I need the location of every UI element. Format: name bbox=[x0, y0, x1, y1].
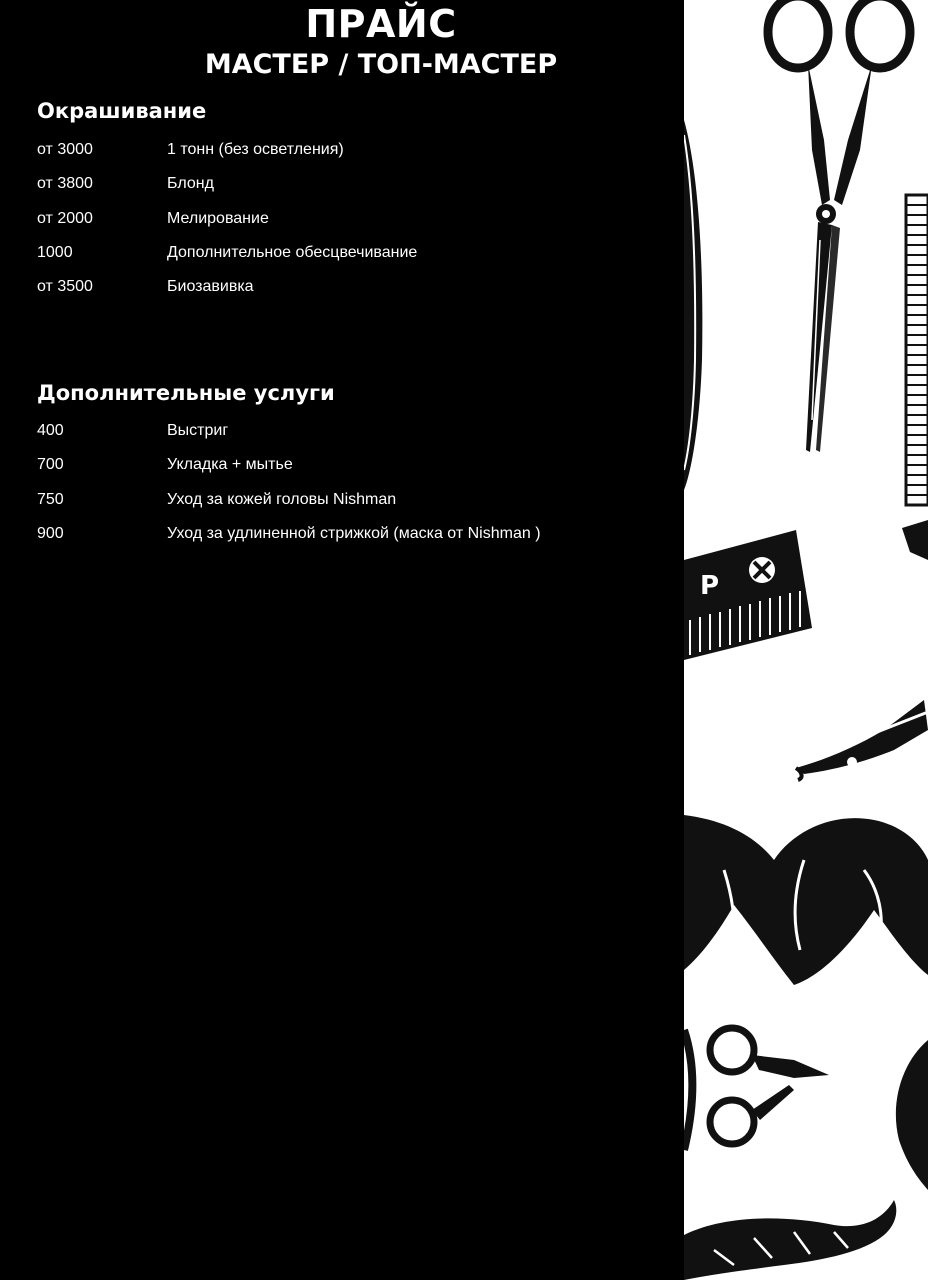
price-row bbox=[37, 202, 637, 236]
service-name: 1 тонн (без осветления) bbox=[167, 141, 344, 158]
price-row bbox=[37, 414, 637, 448]
price-amount: 900 bbox=[37, 524, 64, 542]
price-amount: от 3500 bbox=[37, 278, 93, 296]
razor-handle-icon bbox=[684, 120, 702, 490]
service-name: Биозавивка bbox=[167, 278, 254, 296]
price-row bbox=[37, 270, 637, 304]
comb-letter: P bbox=[700, 571, 720, 601]
price-row bbox=[37, 517, 637, 551]
mustache-icon bbox=[684, 815, 928, 985]
price-amount: 750 bbox=[37, 490, 64, 508]
scissors-icon bbox=[768, 0, 910, 452]
service-name: Выстриг bbox=[167, 422, 229, 439]
service-name: Уход за удлиненной стрижкой (маска от Nishman ) bbox=[167, 524, 541, 542]
service-name: Блонд bbox=[167, 175, 214, 193]
price-amount: от 3800 bbox=[37, 175, 93, 193]
price-amount: от 2000 bbox=[37, 209, 93, 227]
section-heading-extra-services: Дополнительные услуги bbox=[37, 381, 335, 405]
service-name: Укладка + мытье bbox=[167, 456, 293, 474]
service-name: Уход за кожей головы Nishman bbox=[167, 490, 397, 508]
price-amount: 700 bbox=[37, 456, 64, 474]
price-list-extra-services bbox=[37, 414, 637, 551]
price-row bbox=[37, 167, 637, 201]
price-amount: 1000 bbox=[37, 243, 73, 261]
price-row bbox=[37, 133, 637, 167]
barber-tools-illustration bbox=[684, 0, 928, 1280]
page-subtitle: МАСТЕР / ТОП-МАСТЕР bbox=[204, 49, 558, 80]
price-row bbox=[37, 448, 637, 482]
price-list-coloring bbox=[37, 133, 637, 304]
comb-icon bbox=[902, 195, 928, 560]
page-title: ПРАЙС bbox=[305, 2, 457, 46]
brush-icon bbox=[896, 1040, 928, 1190]
price-amount: 400 bbox=[37, 422, 64, 439]
service-name: Мелирование bbox=[167, 209, 269, 227]
thinning-scissors-icon bbox=[684, 1028, 829, 1150]
service-name: Дополнительное обесцвечивание bbox=[167, 243, 418, 261]
price-row bbox=[37, 483, 637, 517]
pocket-comb-icon bbox=[684, 530, 812, 660]
price-amount: от 3000 bbox=[37, 141, 93, 158]
straight-razor-icon bbox=[796, 700, 928, 780]
price-row bbox=[37, 236, 637, 270]
section-heading-coloring: Окрашивание bbox=[37, 99, 207, 123]
curly-mustache-icon bbox=[684, 1200, 896, 1280]
